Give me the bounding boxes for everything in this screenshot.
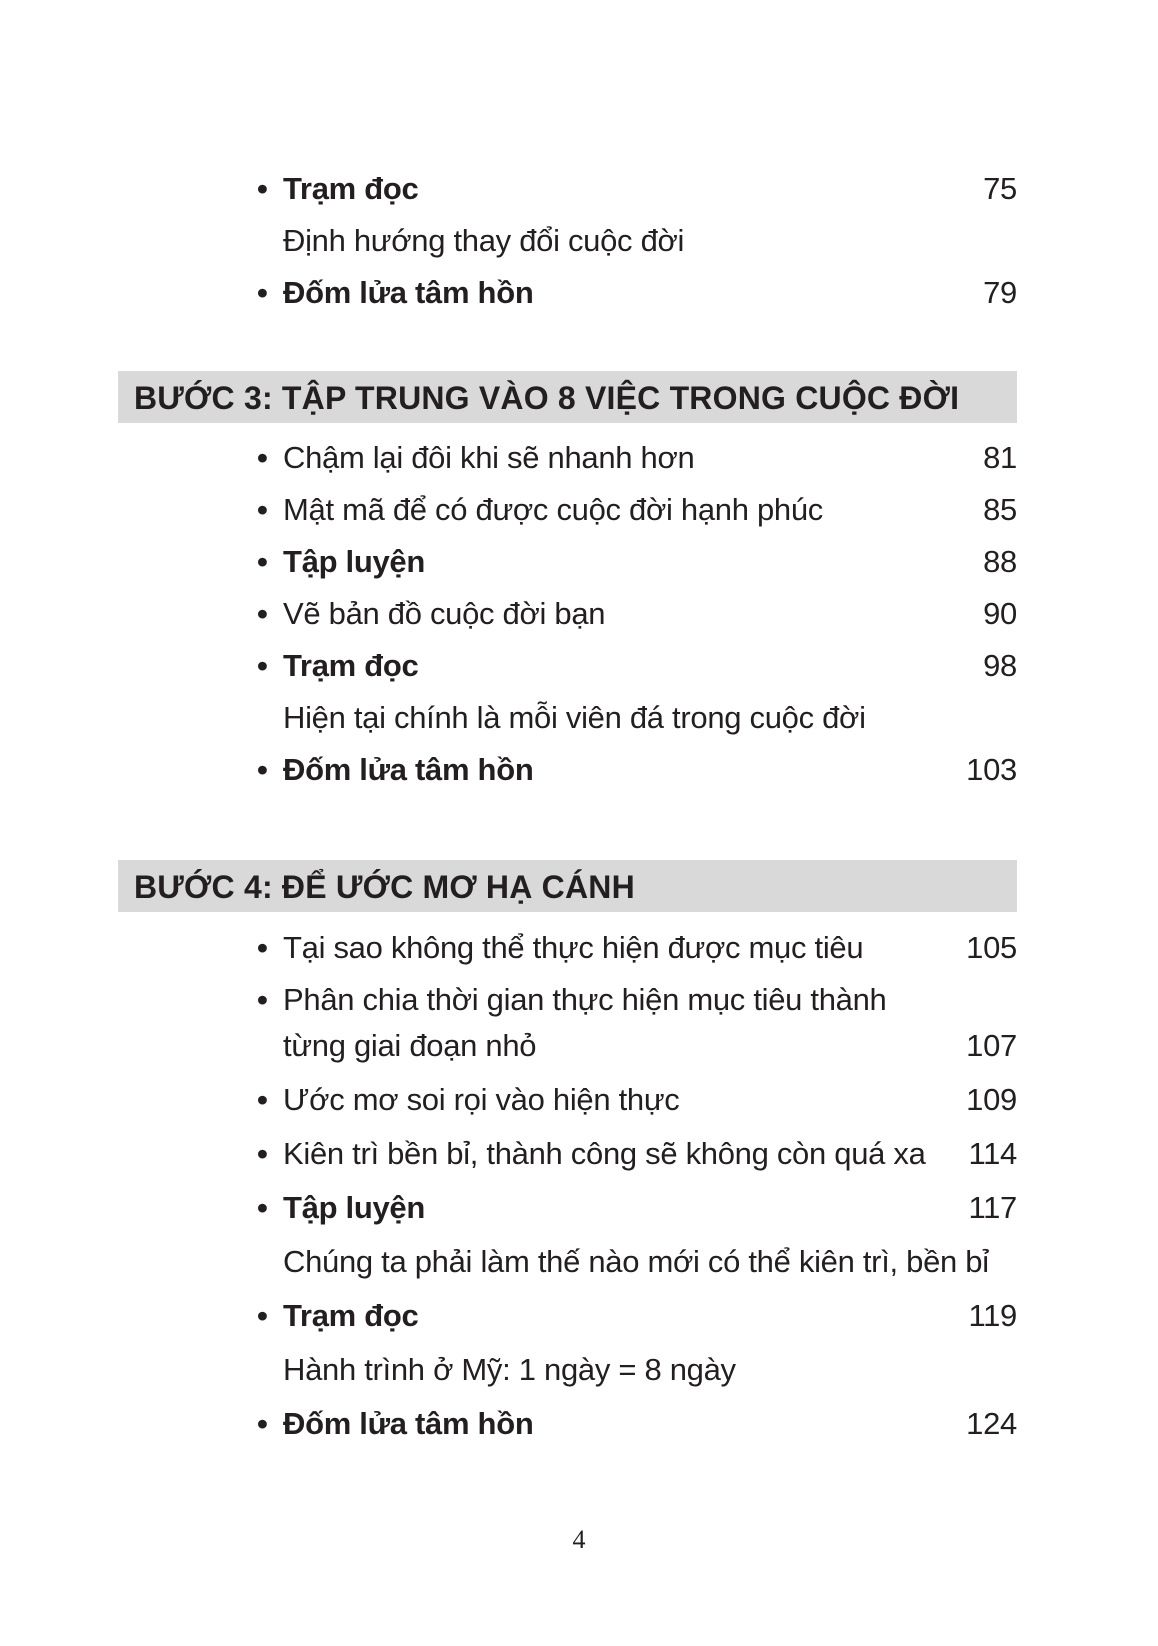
toc-entry xyxy=(257,642,1017,690)
toc-entry-title: Vẽ bản đồ cuộc đời bạn xyxy=(283,596,606,631)
toc-entry-title: Đốm lửa tâm hồn xyxy=(283,1406,534,1441)
toc-entry-title: Mật mã để có được cuộc đời hạnh phúc xyxy=(283,492,824,527)
toc-entry xyxy=(257,165,1017,213)
toc-entry-title: Đốm lửa tâm hồn xyxy=(283,275,534,310)
toc-entry-page: 107 xyxy=(966,1028,1017,1063)
toc-entry-title: Tập luyện xyxy=(283,544,425,579)
toc-entry-subtitle: từng giai đoạn nhỏ xyxy=(283,1028,537,1063)
toc-entry-page: 105 xyxy=(966,930,1017,965)
toc-entry xyxy=(257,1130,1017,1178)
toc-entry-page: 88 xyxy=(983,544,1017,579)
toc-entry-page: 79 xyxy=(983,275,1017,310)
bullet: • xyxy=(257,752,268,787)
bullet: • xyxy=(257,1298,268,1333)
toc-entry-continuation xyxy=(257,1022,1017,1070)
toc-entry xyxy=(257,590,1017,638)
toc-entry xyxy=(257,486,1017,534)
toc-entry-subtitle: Định hướng thay đổi cuộc đời xyxy=(283,223,685,258)
toc-entry-page: 98 xyxy=(983,648,1017,683)
toc-entry-page: 117 xyxy=(968,1190,1017,1225)
bullet: • xyxy=(257,1082,268,1117)
toc-entry-page: 109 xyxy=(966,1082,1017,1117)
section-title: BƯỚC 3: TẬP TRUNG VÀO 8 VIỆC TRONG CUỘC ĐỜI xyxy=(134,380,960,416)
toc-entry-title: Trạm đọc xyxy=(283,648,419,683)
toc-entry xyxy=(257,1184,1017,1232)
toc-entry-title: Tại sao không thể thực hiện được mục tiêu xyxy=(283,930,864,965)
page-number: 4 xyxy=(572,1525,586,1554)
bullet: • xyxy=(257,1190,268,1225)
toc-entry xyxy=(257,1400,1017,1448)
bullet: • xyxy=(257,930,268,965)
bullet: • xyxy=(257,648,268,683)
toc-entry-title: Ước mơ soi rọi vào hiện thực xyxy=(283,1082,680,1117)
toc-entry-title: Phân chia thời gian thực hiện mục tiêu thành xyxy=(283,982,887,1017)
section-header xyxy=(118,860,1017,912)
toc-entry-title: Kiên trì bền bỉ, thành công sẽ không còn quá xa xyxy=(283,1136,926,1171)
toc-entry xyxy=(257,924,1017,972)
toc-entry xyxy=(257,434,1017,482)
bullet: • xyxy=(257,1406,268,1441)
bullet: • xyxy=(257,171,268,206)
toc-entry xyxy=(257,538,1017,586)
bullet: • xyxy=(257,492,268,527)
toc-entry-page: 81 xyxy=(983,440,1017,475)
toc-entry-page: 114 xyxy=(968,1136,1017,1171)
toc-entry-title: Trạm đọc xyxy=(283,1298,419,1333)
toc-entry-page: 103 xyxy=(966,752,1017,787)
toc-entry xyxy=(257,1292,1017,1340)
toc-entry-title: Trạm đọc xyxy=(283,171,419,206)
bullet: • xyxy=(257,440,268,475)
toc-entry-title: Chậm lại đôi khi sẽ nhanh hơn xyxy=(283,440,695,475)
toc-entry-page: 124 xyxy=(966,1406,1017,1441)
toc-entry-page: 90 xyxy=(983,596,1017,631)
bullet: • xyxy=(257,544,268,579)
toc-entry-page: 75 xyxy=(983,171,1017,206)
toc-entry-subtitle: Chúng ta phải làm thế nào mới có thể kiên trì, bền bỉ xyxy=(283,1244,989,1279)
section-title: BƯỚC 4: ĐỂ ƯỚC MƠ HẠ CÁNH xyxy=(134,869,635,905)
toc-entry xyxy=(257,1076,1017,1124)
toc-entry-title: Đốm lửa tâm hồn xyxy=(283,752,534,787)
bullet: • xyxy=(257,275,268,310)
bullet: • xyxy=(257,1136,268,1171)
toc-entry-title: Tập luyện xyxy=(283,1190,425,1225)
toc-entry xyxy=(257,269,1017,317)
section-header xyxy=(118,371,1017,423)
bullet: • xyxy=(257,982,268,1017)
toc-entry-page: 85 xyxy=(983,492,1017,527)
toc-entry-subtitle: Hành trình ở Mỹ: 1 ngày = 8 ngày xyxy=(283,1352,736,1387)
toc-entry-subtitle: Hiện tại chính là mỗi viên đá trong cuộc đời xyxy=(283,700,866,735)
toc-entry xyxy=(257,976,1017,1024)
toc-entry-page: 119 xyxy=(968,1298,1017,1333)
bullet: • xyxy=(257,596,268,631)
toc-entry xyxy=(257,746,1017,794)
